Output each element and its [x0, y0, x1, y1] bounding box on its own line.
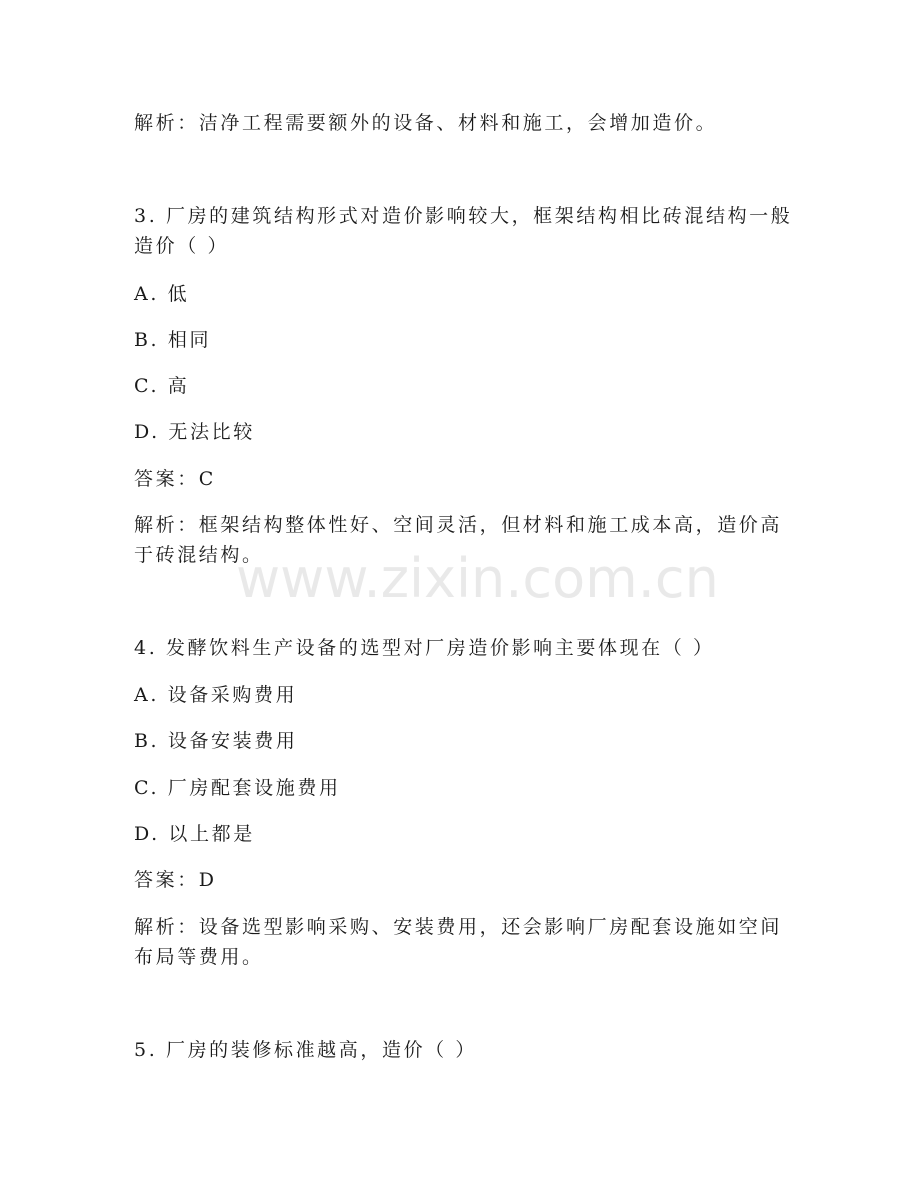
- question-4-analysis: 解析：设备选型影响采购、安装费用，还会影响厂房配套设施如空间: [134, 916, 783, 938]
- question-4-option-d: D. 以上都是: [134, 823, 255, 845]
- question-4-analysis-continued: 布局等费用。: [134, 946, 264, 968]
- question-4-option-b: B. 设备安装费用: [134, 730, 298, 752]
- question-4-answer: 答案：D: [134, 869, 217, 891]
- question-3-option-b: B. 相同: [134, 329, 212, 351]
- question-4-option-a: A. 设备采购费用: [134, 684, 298, 706]
- watermark: www.zixin.com.cn: [236, 547, 719, 610]
- question-3-analysis-continued: 于砖混结构。: [134, 544, 264, 566]
- question-5-stem: 5. 厂房的装修标准越高，造价（ ）: [134, 1039, 478, 1061]
- question-3-option-c: C. 高: [134, 375, 190, 397]
- question-3-stem-continued: 造价（ ）: [134, 235, 230, 257]
- question-3-answer: 答案：C: [134, 468, 216, 490]
- question-3-option-a: A. 低: [134, 283, 190, 305]
- analysis-q2: 解析：洁净工程需要额外的设备、材料和施工，会增加造价。: [134, 112, 718, 134]
- question-4-option-c: C. 厂房配套设施费用: [134, 777, 341, 799]
- question-4-stem: 4. 发酵饮料生产设备的选型对厂房造价影响主要体现在（ ）: [134, 637, 715, 659]
- question-3-option-d: D. 无法比较: [134, 421, 255, 443]
- question-3-analysis: 解析：框架结构整体性好、空间灵活，但材料和施工成本高，造价高: [134, 514, 783, 536]
- question-3-stem: 3. 厂房的建筑结构形式对造价影响较大，框架结构相比砖混结构一般: [134, 205, 793, 227]
